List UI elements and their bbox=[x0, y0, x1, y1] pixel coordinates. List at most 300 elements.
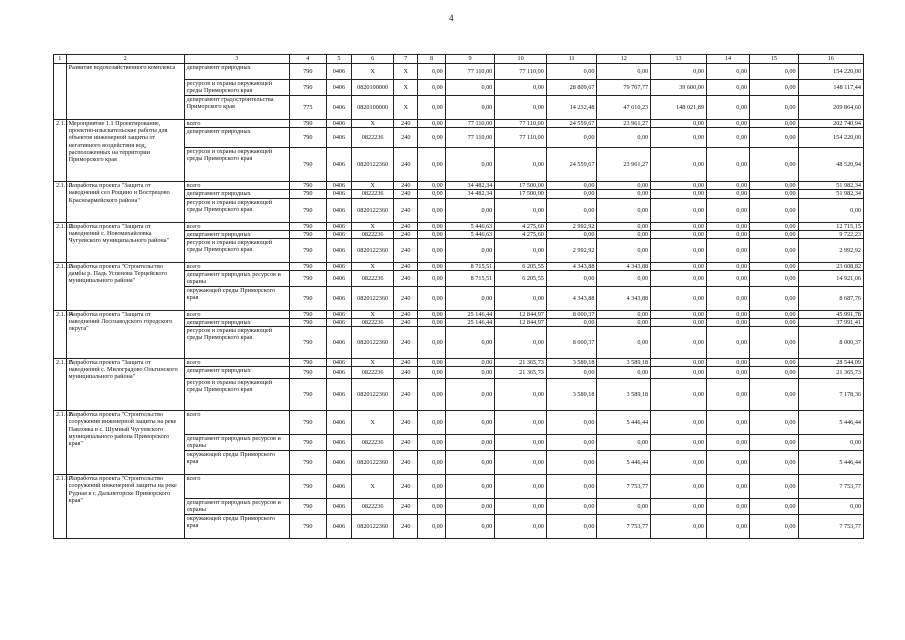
column-number-15: 15 bbox=[750, 55, 798, 64]
value-cell: 0,00 bbox=[750, 435, 798, 451]
column-number-16: 16 bbox=[798, 55, 863, 64]
row-number: 2.1.1.7 bbox=[54, 475, 67, 539]
value-cell: 37 991,41 bbox=[798, 318, 863, 326]
value-cell: 0,00 bbox=[750, 120, 798, 128]
value-cell: 0,00 bbox=[418, 271, 445, 286]
value-cell: 0,00 bbox=[651, 411, 707, 435]
value-cell: 7 753,77 bbox=[798, 515, 863, 539]
value-cell: 2 992,92 bbox=[798, 239, 863, 263]
value-cell: 790 bbox=[289, 80, 326, 96]
table-row bbox=[54, 310, 864, 318]
value-cell: 7 178,36 bbox=[798, 379, 863, 411]
value-cell: 790 bbox=[289, 230, 326, 238]
value-cell: 0822236 bbox=[352, 435, 394, 451]
value-cell: 0,00 bbox=[651, 515, 707, 539]
value-cell: 0,00 bbox=[651, 310, 707, 318]
value-cell: 0,00 bbox=[546, 475, 597, 499]
value-cell: 0,00 bbox=[597, 190, 651, 198]
value-cell: 21 365,73 bbox=[798, 367, 863, 379]
value-cell: 0,00 bbox=[597, 435, 651, 451]
value-cell: 12 844,97 bbox=[495, 310, 547, 318]
value-cell: 0,00 bbox=[651, 286, 707, 310]
value-cell: 790 bbox=[289, 128, 326, 148]
table-row bbox=[54, 263, 864, 271]
responsible-department: всего bbox=[184, 411, 289, 435]
value-cell: 0,00 bbox=[706, 239, 749, 263]
value-cell: 0,00 bbox=[597, 182, 651, 190]
value-cell: 0,00 bbox=[651, 263, 707, 271]
value-cell: 790 bbox=[289, 515, 326, 539]
responsible-department: департамент природных ресурсов и охраны bbox=[184, 271, 289, 286]
responsible-department: всего bbox=[184, 359, 289, 367]
responsible-department: департамент градостроительства Приморского края bbox=[184, 96, 289, 120]
responsible-department: всего bbox=[184, 182, 289, 190]
value-cell: 0,00 bbox=[750, 128, 798, 148]
measure-name: Разработка проекта "Защита от наводнений с. Новомихайловка Чугуевского муниципального района" bbox=[66, 222, 184, 262]
responsible-department: окружающей среды Приморского края bbox=[184, 451, 289, 475]
value-cell: 0822236 bbox=[352, 128, 394, 148]
responsible-department: всего bbox=[184, 475, 289, 499]
value-cell: 0,00 bbox=[706, 411, 749, 435]
measure-name: Развитие водохозяйственного комплекса bbox=[66, 64, 184, 120]
table-row bbox=[54, 411, 864, 435]
value-cell: 790 bbox=[289, 475, 326, 499]
value-cell: 0,00 bbox=[750, 367, 798, 379]
value-cell: 790 bbox=[289, 310, 326, 318]
value-cell: 0,00 bbox=[546, 367, 597, 379]
responsible-department: департамент природных bbox=[184, 318, 289, 326]
value-cell: 240 bbox=[394, 435, 418, 451]
value-cell: 148 117,44 bbox=[798, 80, 863, 96]
value-cell: 0,00 bbox=[418, 96, 445, 120]
value-cell: 0,00 bbox=[597, 239, 651, 263]
value-cell: 3 589,18 bbox=[597, 379, 651, 411]
budget-table bbox=[53, 54, 864, 539]
responsible-department: ресурсов и охраны окружающей среды Приморского края bbox=[184, 198, 289, 222]
value-cell: 0,00 bbox=[546, 435, 597, 451]
value-cell: 28 544,09 bbox=[798, 359, 863, 367]
value-cell: 790 bbox=[289, 263, 326, 271]
value-cell: 0,00 bbox=[495, 286, 547, 310]
value-cell: 2 992,92 bbox=[546, 222, 597, 230]
value-cell: 0406 bbox=[326, 239, 351, 263]
value-cell: 790 bbox=[289, 451, 326, 475]
value-cell: 240 bbox=[394, 271, 418, 286]
value-cell: 0,00 bbox=[706, 318, 749, 326]
value-cell: 0,00 bbox=[597, 271, 651, 286]
value-cell: 0,00 bbox=[495, 515, 547, 539]
value-cell: 0,00 bbox=[495, 239, 547, 263]
value-cell: 0,00 bbox=[750, 182, 798, 190]
measure-name: Разработка проекта "Защита от наводнений сел Рощино и Вострецово Красноармейского района" bbox=[66, 182, 184, 222]
value-cell: 8 000,37 bbox=[798, 327, 863, 359]
value-cell: 0,00 bbox=[495, 96, 547, 120]
value-cell: 154 220,00 bbox=[798, 64, 863, 80]
table-row bbox=[54, 182, 864, 190]
column-number-13: 13 bbox=[651, 55, 707, 64]
value-cell: 0820100000 bbox=[352, 96, 394, 120]
value-cell: 4 343,88 bbox=[597, 286, 651, 310]
value-cell: 0,00 bbox=[418, 230, 445, 238]
column-number-5: 5 bbox=[326, 55, 351, 64]
value-cell: 0406 bbox=[326, 120, 351, 128]
value-cell: 0,00 bbox=[546, 411, 597, 435]
value-cell: 790 bbox=[289, 499, 326, 515]
value-cell: 0,00 bbox=[750, 96, 798, 120]
value-cell: 0,00 bbox=[706, 379, 749, 411]
value-cell: 7 753,77 bbox=[597, 515, 651, 539]
value-cell: 240 bbox=[394, 359, 418, 367]
responsible-department: департамент природных bbox=[184, 190, 289, 198]
value-cell: 5 446,63 bbox=[445, 230, 495, 238]
value-cell: 0,00 bbox=[495, 499, 547, 515]
value-cell: 0,00 bbox=[546, 451, 597, 475]
value-cell: 0,00 bbox=[597, 198, 651, 222]
value-cell: 790 bbox=[289, 120, 326, 128]
measure-name: Разработка проекта "Защита от наводнений с. Милоградово Ольгинского муниципального района" bbox=[66, 359, 184, 411]
value-cell: 209 864,60 bbox=[798, 96, 863, 120]
value-cell: 240 bbox=[394, 379, 418, 411]
value-cell: 0,00 bbox=[706, 327, 749, 359]
value-cell: 25 146,44 bbox=[445, 310, 495, 318]
value-cell: 240 bbox=[394, 182, 418, 190]
value-cell: 0,00 bbox=[597, 310, 651, 318]
table-row bbox=[54, 475, 864, 499]
value-cell: 0,00 bbox=[651, 318, 707, 326]
value-cell: 0,00 bbox=[418, 367, 445, 379]
row-number: 2.1.1.4 bbox=[54, 310, 67, 358]
value-cell: 0,00 bbox=[706, 367, 749, 379]
value-cell: 0,00 bbox=[495, 411, 547, 435]
value-cell: 0,00 bbox=[706, 359, 749, 367]
value-cell: 8 715,51 bbox=[445, 271, 495, 286]
value-cell: 0,00 bbox=[546, 128, 597, 148]
value-cell: 0,00 bbox=[706, 286, 749, 310]
value-cell: 0406 bbox=[326, 198, 351, 222]
value-cell: 240 bbox=[394, 230, 418, 238]
value-cell: 23 961,27 bbox=[597, 148, 651, 182]
value-cell: 0,00 bbox=[495, 80, 547, 96]
value-cell: 0,00 bbox=[418, 327, 445, 359]
value-cell: 0,00 bbox=[651, 239, 707, 263]
value-cell: 0,00 bbox=[418, 148, 445, 182]
value-cell: 4 275,60 bbox=[495, 222, 547, 230]
value-cell: 0,00 bbox=[706, 435, 749, 451]
value-cell: 0,00 bbox=[706, 96, 749, 120]
value-cell: 24 559,67 bbox=[546, 148, 597, 182]
value-cell: 0822236 bbox=[352, 318, 394, 326]
value-cell: 240 bbox=[394, 286, 418, 310]
value-cell: 0,00 bbox=[418, 515, 445, 539]
value-cell: 0,00 bbox=[750, 499, 798, 515]
header-row bbox=[54, 55, 864, 64]
value-cell: 2 992,92 bbox=[546, 239, 597, 263]
value-cell: 240 bbox=[394, 148, 418, 182]
value-cell: 0,00 bbox=[546, 198, 597, 222]
value-cell: 21 365,73 bbox=[495, 367, 547, 379]
value-cell: 0,00 bbox=[546, 64, 597, 80]
value-cell: 0,00 bbox=[706, 475, 749, 499]
value-cell: 77 110,00 bbox=[445, 128, 495, 148]
value-cell: 790 bbox=[289, 198, 326, 222]
value-cell: X bbox=[352, 182, 394, 190]
table-row bbox=[54, 64, 864, 80]
value-cell: 0406 bbox=[326, 222, 351, 230]
value-cell: 0,00 bbox=[651, 271, 707, 286]
value-cell: 790 bbox=[289, 318, 326, 326]
value-cell: X bbox=[352, 222, 394, 230]
value-cell: 0,00 bbox=[706, 271, 749, 286]
table-row bbox=[54, 222, 864, 230]
value-cell: 0406 bbox=[326, 190, 351, 198]
value-cell: 51 982,34 bbox=[798, 182, 863, 190]
value-cell: 21 365,73 bbox=[495, 359, 547, 367]
value-cell: 0820122360 bbox=[352, 286, 394, 310]
value-cell: 77 110,00 bbox=[495, 120, 547, 128]
column-number-12: 12 bbox=[597, 55, 651, 64]
value-cell: 0406 bbox=[326, 499, 351, 515]
value-cell: 0,00 bbox=[445, 327, 495, 359]
value-cell: 5 446,44 bbox=[798, 411, 863, 435]
value-cell: 77 110,00 bbox=[495, 64, 547, 80]
table-body bbox=[54, 55, 864, 539]
row-number: 2.1.1.1 bbox=[54, 182, 67, 222]
value-cell: 0,00 bbox=[546, 318, 597, 326]
value-cell: 790 bbox=[289, 271, 326, 286]
value-cell: 240 bbox=[394, 499, 418, 515]
value-cell: 0822236 bbox=[352, 499, 394, 515]
value-cell: 3 589,18 bbox=[597, 359, 651, 367]
value-cell: 0,00 bbox=[445, 239, 495, 263]
value-cell: 0,00 bbox=[706, 515, 749, 539]
value-cell: 0,00 bbox=[418, 359, 445, 367]
value-cell: 77 110,00 bbox=[445, 120, 495, 128]
value-cell: 0406 bbox=[326, 411, 351, 435]
value-cell: 39 600,00 bbox=[651, 80, 707, 96]
value-cell: 0,00 bbox=[597, 64, 651, 80]
value-cell: 77 110,00 bbox=[495, 128, 547, 148]
value-cell: 0,00 bbox=[651, 222, 707, 230]
value-cell: 0,00 bbox=[445, 379, 495, 411]
value-cell: 0,00 bbox=[546, 499, 597, 515]
value-cell: 0,00 bbox=[597, 318, 651, 326]
value-cell: 240 bbox=[394, 263, 418, 271]
value-cell: 0,00 bbox=[798, 499, 863, 515]
value-cell: X bbox=[352, 359, 394, 367]
value-cell: 0,00 bbox=[750, 318, 798, 326]
value-cell: 0,00 bbox=[597, 222, 651, 230]
value-cell: 0,00 bbox=[706, 128, 749, 148]
value-cell: 240 bbox=[394, 310, 418, 318]
value-cell: 8 715,51 bbox=[445, 263, 495, 271]
value-cell: 0,00 bbox=[418, 499, 445, 515]
row-number bbox=[54, 64, 67, 120]
value-cell: 7 753,77 bbox=[798, 475, 863, 499]
responsible-department: ресурсов и охраны окружающей среды Приморского края bbox=[184, 148, 289, 182]
column-number-14: 14 bbox=[706, 55, 749, 64]
value-cell: 0820100000 bbox=[352, 80, 394, 96]
value-cell: 0,00 bbox=[418, 286, 445, 310]
value-cell: 0,00 bbox=[651, 182, 707, 190]
row-number: 2.1.1.5 bbox=[54, 359, 67, 411]
value-cell: 0406 bbox=[326, 475, 351, 499]
value-cell: 0820122360 bbox=[352, 515, 394, 539]
value-cell: X bbox=[352, 310, 394, 318]
value-cell: 0822236 bbox=[352, 230, 394, 238]
value-cell: 790 bbox=[289, 222, 326, 230]
value-cell: 0406 bbox=[326, 286, 351, 310]
value-cell: 28 809,67 bbox=[546, 80, 597, 96]
page-number: 4 bbox=[449, 13, 454, 23]
value-cell: 23 961,27 bbox=[597, 120, 651, 128]
value-cell: 0,00 bbox=[418, 239, 445, 263]
value-cell: 0,00 bbox=[750, 230, 798, 238]
value-cell: 0,00 bbox=[651, 230, 707, 238]
value-cell: 0,00 bbox=[750, 64, 798, 80]
value-cell: 17 500,00 bbox=[495, 182, 547, 190]
column-number-3: 3 bbox=[184, 55, 289, 64]
value-cell: 790 bbox=[289, 148, 326, 182]
column-number-6: 6 bbox=[352, 55, 394, 64]
value-cell: 0,00 bbox=[495, 435, 547, 451]
value-cell: 0,00 bbox=[706, 263, 749, 271]
table-row bbox=[54, 120, 864, 128]
value-cell: 77 110,00 bbox=[445, 64, 495, 80]
value-cell: 0,00 bbox=[750, 80, 798, 96]
value-cell: 0,00 bbox=[445, 80, 495, 96]
value-cell: 0406 bbox=[326, 148, 351, 182]
value-cell: 240 bbox=[394, 367, 418, 379]
value-cell: 0,00 bbox=[651, 198, 707, 222]
value-cell: 0,00 bbox=[706, 451, 749, 475]
value-cell: 0406 bbox=[326, 359, 351, 367]
value-cell: 5 446,44 bbox=[798, 451, 863, 475]
value-cell: 0,00 bbox=[651, 451, 707, 475]
value-cell: 0822236 bbox=[352, 190, 394, 198]
column-number-1: 1 bbox=[54, 55, 67, 64]
value-cell: 0406 bbox=[326, 327, 351, 359]
value-cell: 790 bbox=[289, 327, 326, 359]
value-cell: 0,00 bbox=[651, 475, 707, 499]
column-number-8: 8 bbox=[418, 55, 445, 64]
value-cell: 0,00 bbox=[706, 499, 749, 515]
value-cell: 14 921,06 bbox=[798, 271, 863, 286]
value-cell: 790 bbox=[289, 190, 326, 198]
value-cell: 0,00 bbox=[418, 190, 445, 198]
value-cell: X bbox=[352, 411, 394, 435]
value-cell: 240 bbox=[394, 128, 418, 148]
measure-name: Разработка проекта "Строительство сооружений инженерной защиты на реке Рудная в г. Дальнегорске Приморского края" bbox=[66, 475, 184, 539]
value-cell: 0,00 bbox=[445, 359, 495, 367]
value-cell: 0,00 bbox=[418, 263, 445, 271]
value-cell: 14 232,48 bbox=[546, 96, 597, 120]
value-cell: 0406 bbox=[326, 367, 351, 379]
value-cell: 8 000,37 bbox=[546, 327, 597, 359]
responsible-department: окружающей среды Приморского края bbox=[184, 286, 289, 310]
value-cell: 0,00 bbox=[651, 499, 707, 515]
value-cell: 240 bbox=[394, 222, 418, 230]
column-number-7: 7 bbox=[394, 55, 418, 64]
value-cell: 0,00 bbox=[418, 80, 445, 96]
value-cell: 8 687,76 bbox=[798, 286, 863, 310]
column-number-4: 4 bbox=[289, 55, 326, 64]
value-cell: 0406 bbox=[326, 318, 351, 326]
value-cell: X bbox=[352, 120, 394, 128]
value-cell: 0,00 bbox=[750, 222, 798, 230]
value-cell: 0,00 bbox=[651, 327, 707, 359]
value-cell: 0,00 bbox=[418, 182, 445, 190]
value-cell: 0406 bbox=[326, 451, 351, 475]
value-cell: 240 bbox=[394, 318, 418, 326]
value-cell: 3 589,18 bbox=[546, 379, 597, 411]
value-cell: 0406 bbox=[326, 271, 351, 286]
value-cell: 9 722,23 bbox=[798, 230, 863, 238]
value-cell: 0406 bbox=[326, 64, 351, 80]
value-cell: 240 bbox=[394, 198, 418, 222]
value-cell: 0,00 bbox=[597, 367, 651, 379]
value-cell: 0406 bbox=[326, 128, 351, 148]
value-cell: 0,00 bbox=[546, 230, 597, 238]
value-cell: 0,00 bbox=[750, 515, 798, 539]
value-cell: 0,00 bbox=[546, 190, 597, 198]
value-cell: 0,00 bbox=[445, 499, 495, 515]
value-cell: 0,00 bbox=[418, 64, 445, 80]
value-cell: 240 bbox=[394, 475, 418, 499]
value-cell: 0820122360 bbox=[352, 198, 394, 222]
value-cell: 0,00 bbox=[750, 198, 798, 222]
value-cell: 0,00 bbox=[546, 271, 597, 286]
row-number: 2.1.1.2 bbox=[54, 222, 67, 262]
value-cell: 0,00 bbox=[706, 148, 749, 182]
value-cell: 0406 bbox=[326, 96, 351, 120]
value-cell: 0,00 bbox=[418, 310, 445, 318]
value-cell: 12 715,15 bbox=[798, 222, 863, 230]
value-cell: 0,00 bbox=[418, 318, 445, 326]
value-cell: 0,00 bbox=[651, 128, 707, 148]
value-cell: 0,00 bbox=[750, 190, 798, 198]
value-cell: 0,00 bbox=[651, 190, 707, 198]
responsible-department: департамент природных ресурсов и охраны bbox=[184, 435, 289, 451]
row-number: 2.1.1.6 bbox=[54, 411, 67, 475]
value-cell: 148 021,89 bbox=[651, 96, 707, 120]
value-cell: 5 446,44 bbox=[597, 451, 651, 475]
value-cell: 0,00 bbox=[418, 435, 445, 451]
table-row bbox=[54, 359, 864, 367]
value-cell: 0,00 bbox=[706, 80, 749, 96]
value-cell: 6 205,55 bbox=[495, 263, 547, 271]
value-cell: 0,00 bbox=[597, 128, 651, 148]
value-cell: 0,00 bbox=[750, 286, 798, 310]
value-cell: 790 bbox=[289, 379, 326, 411]
value-cell: 0820122360 bbox=[352, 451, 394, 475]
value-cell: 0,00 bbox=[798, 198, 863, 222]
value-cell: 0,00 bbox=[418, 128, 445, 148]
value-cell: 0406 bbox=[326, 80, 351, 96]
value-cell: 790 bbox=[289, 182, 326, 190]
value-cell: 0,00 bbox=[445, 367, 495, 379]
responsible-department: департамент природных bbox=[184, 367, 289, 379]
value-cell: 5 446,44 bbox=[597, 411, 651, 435]
value-cell: 0,00 bbox=[651, 379, 707, 411]
value-cell: 47 610,23 bbox=[597, 96, 651, 120]
row-number: 2.1.1.3 bbox=[54, 263, 67, 311]
value-cell: 240 bbox=[394, 120, 418, 128]
value-cell: 0,00 bbox=[750, 379, 798, 411]
value-cell: 79 707,77 bbox=[597, 80, 651, 96]
value-cell: 0,00 bbox=[445, 148, 495, 182]
row-number: 2.1.1 bbox=[54, 120, 67, 182]
value-cell: 0,00 bbox=[750, 263, 798, 271]
